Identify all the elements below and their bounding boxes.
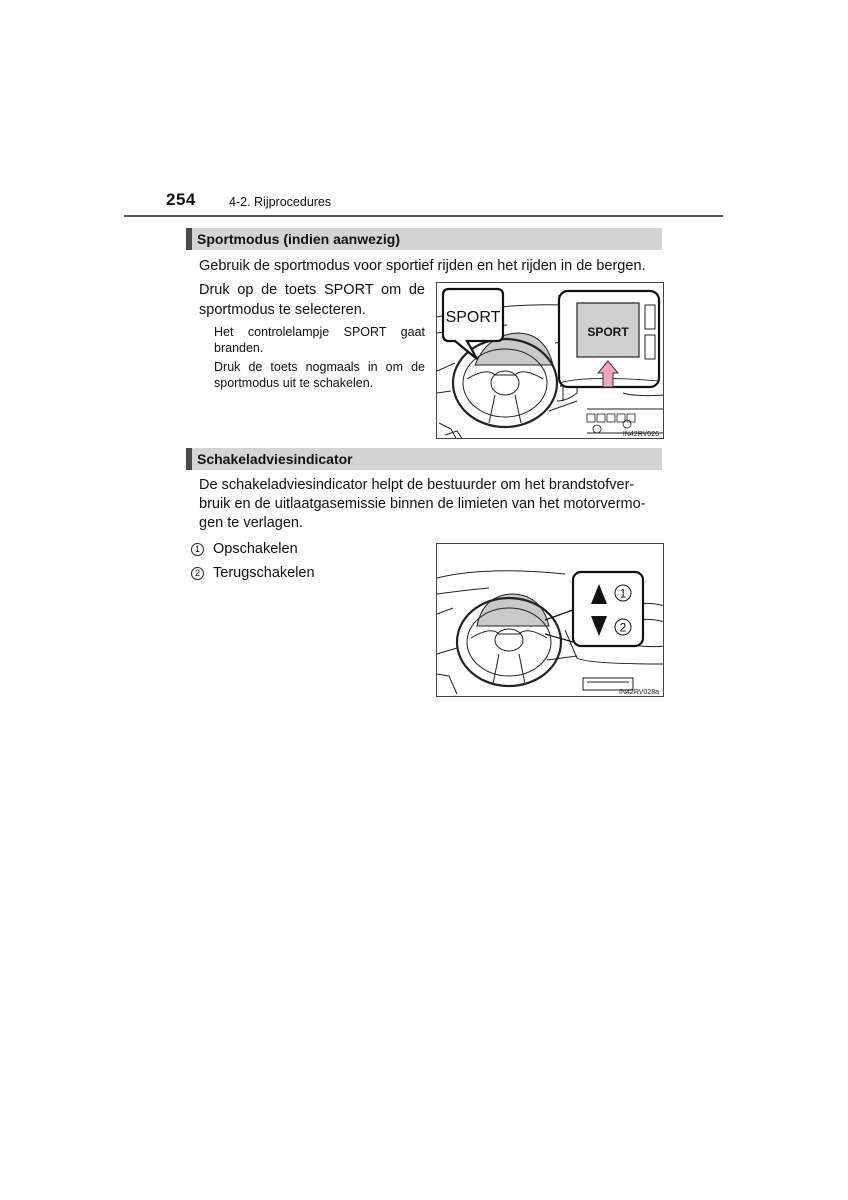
sport-intro-text: Gebruik de sportmodus voor sportief rijden en het rijden in de bergen. xyxy=(199,258,646,274)
callout-number-1-text: 1 xyxy=(619,586,627,601)
list-item-upshift xyxy=(191,540,298,558)
shift-indicator-zoom-panel xyxy=(573,572,643,646)
chapter-label: 4-2. Rijprocedures xyxy=(229,195,332,209)
shift-dashboard-illustration xyxy=(437,544,664,697)
sport-instruction-text: Druk op de toets SPORT om de sportmodus te selecteren. xyxy=(199,282,425,318)
section-heading-sport: Sportmodus (indien aanwezig) xyxy=(186,228,662,250)
sport-callout-label: SPORT xyxy=(445,309,501,326)
page-number: 254 xyxy=(166,190,196,209)
figure-code-shift: IN42RV028a xyxy=(619,689,659,696)
callout-number-2-text: 2 xyxy=(619,620,627,635)
shift-intro-line-1: De schakeladviesindicator helpt de bestuurder om het brandstofver- xyxy=(199,477,635,493)
section-heading-shift-indicator: Schakeladviesindicator xyxy=(186,448,662,470)
sport-note-indicator: Het controlelampje SPORT gaat branden. xyxy=(214,325,425,355)
circled-number-1: 1 xyxy=(191,543,204,556)
sport-button-zoom-panel xyxy=(559,291,659,387)
sport-note-switch-off: Druk de toets nogmaals in om de sportmodus uit te schakelen. xyxy=(214,360,425,390)
sport-dashboard-illustration xyxy=(437,283,664,439)
list-item-label-upshift: Opschakelen xyxy=(213,541,298,557)
circled-number-2: 2 xyxy=(191,567,204,580)
shift-intro-line-3: gen te verlagen. xyxy=(199,515,303,531)
list-item-downshift xyxy=(191,564,315,582)
shift-indicator-figure xyxy=(436,543,664,697)
sport-button-label: SPORT xyxy=(587,325,629,339)
figure-code-sport: IN42RV026 xyxy=(622,431,659,438)
header-rule xyxy=(124,215,723,217)
list-item-label-downshift: Terugschakelen xyxy=(213,565,315,581)
shift-intro-line-2: bruik en de uitlaatgasemissie binnen de limieten van het motorvermo- xyxy=(199,496,646,512)
sport-mode-figure xyxy=(436,282,664,439)
